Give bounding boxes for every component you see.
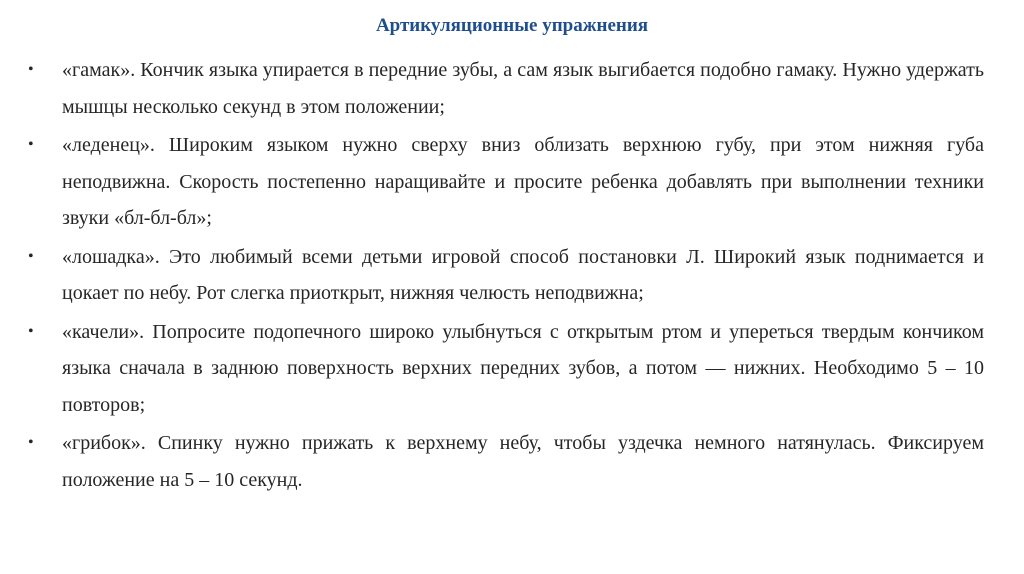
list-item bbox=[28, 127, 984, 237]
list-item-text: «грибок». Спинку нужно прижать к верхнему небу, чтобы уздечка немного натянулась. Фиксируем положение на 5 – 10 секунд. bbox=[62, 432, 984, 491]
bullet-icon: • bbox=[28, 136, 34, 153]
list-item bbox=[28, 239, 984, 312]
list-item bbox=[28, 314, 984, 424]
list-item-text: «гамак». Кончик языка упирается в передние зубы, а сам язык выгибается подобно гамаку. Нужно удержать мышцы несколько секунд в этом положении; bbox=[62, 59, 984, 118]
bullet-icon: • bbox=[28, 322, 34, 340]
bullet-icon: • bbox=[28, 247, 34, 265]
page-title: Артикуляционные упражнения bbox=[375, 15, 649, 36]
exercise-list bbox=[28, 52, 984, 500]
list-item-text: «леденец». Широким языком нужно сверху вниз облизать верхнюю губу, при этом нижняя губа неподвижна. Скорость постепенно наращивайте и просите ребенка добавлять при выполнении техники звуки «бл-бл-бл»; bbox=[62, 134, 984, 229]
list-item bbox=[28, 52, 984, 125]
list-item bbox=[28, 425, 984, 498]
list-item-text: «лошадка». Это любимый всеми детьми игровой способ постановки Л. Широкий язык поднимается и цокает по небу. Рот слегка приоткрыт, нижняя челюсть неподвижна; bbox=[62, 245, 984, 304]
list-item-text: «качели». Попросите подопечного широко улыбнуться с открытым ртом и упереться твердым кончиком языка сначала в заднюю поверхность верхних передних зубов, а потом — нижних. Необходимо 5 – 10 повторов; bbox=[62, 320, 984, 416]
bullet-icon: • bbox=[28, 61, 34, 78]
bullet-icon: • bbox=[28, 434, 34, 451]
